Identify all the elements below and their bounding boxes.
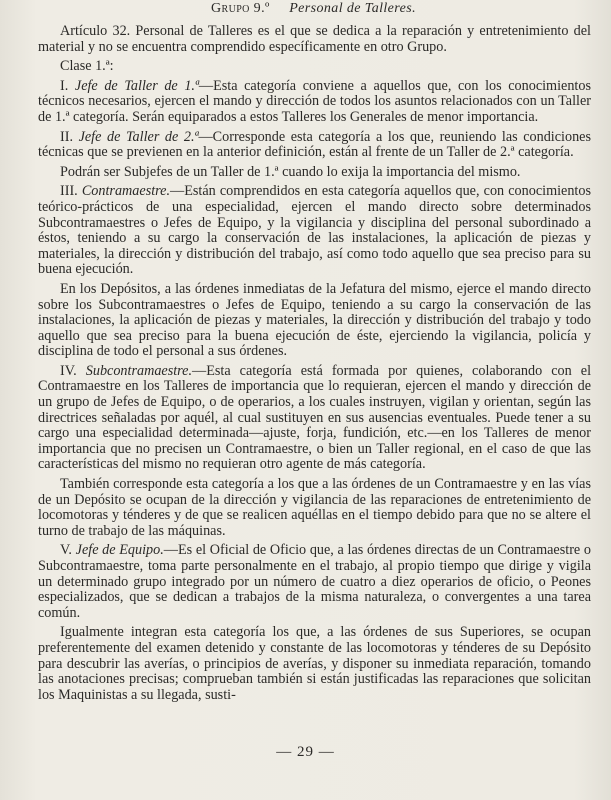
category-text: —Esta categoría conviene a aquellos que, con los conocimientos técnicos necesarios, ejercen el mando y dirección de todos los asuntos relacionados con un Taller de 1.ª categoría. Serán equiparados a estos Talleres los Generales de menor importancia. — [38, 77, 591, 125]
category-text: —Esta categoría está formada por quienes, colaborando con el Contramaestre en los Talleres de importancia que lo requieran, ejercen el mando y dirección de un grupo de Jefes de Equipo, o de operarios, a los cuales instruyen, vigilan y orientan, según las directrices señaladas por aquél, al cual sustituyen en sus ausencias eventuales. Puede tener a su cargo una especialidad determinada—ajuste, forja, fundición, etc.—en los Talleres de menor importancia que no precisen un Contramaestre, o bien un Taller regional, en el caso de que las características del mismo no requieran otro agente de más categoría. — [38, 362, 592, 473]
category-title: Subcontramaestre. — [85, 362, 193, 379]
page-number: — 29 — — [276, 744, 335, 760]
paragraph-subjefes: Podrán ser Subjefes de un Taller de 1.ª cuando lo exija la importancia del mismo. — [60, 163, 521, 180]
numeral: III. — [60, 183, 82, 200]
section-title: Personal de Talleres. — [289, 1, 416, 16]
group-label: Grupo 9.º — [211, 1, 270, 16]
paragraph-depositos: En los Depósitos, a las órdenes inmediatas de la Jefatura del mismo, ejerce el mando directo sobre los Subcontramaestres o Jefes de Equipo, teniendo a su cargo la conservación de las instalaciones, la aplicación de piezas y materiales, la dirección y distribución del trabajo y todo aquello que sea preciso para la buena ejecución de éste, ejerciendo la vigilancia, policía y disciplina de todo el personal a sus órdenes. — [38, 280, 591, 360]
paragraph-tambien: También corresponde esta categoría a los que a las órdenes de un Contramaestre y en las vías de un Depósito se ocupan de la dirección y vigilancia de las reparaciones de entretenimiento de locomotoras y ténderes y de que se realicen aquéllas en el tiempo debido para que no se altere el turno de trabajo de las máquinas. — [38, 476, 591, 539]
category-title: Contramaestre. — [81, 183, 170, 200]
article-body — [38, 24, 591, 703]
category-text: —Corresponde esta categoría a los que, reuniendo las condiciones técnicas que se previenen en la anterior definición, están al frente de un Taller de 2.ª categoría. — [38, 128, 591, 161]
numeral: I. — [60, 77, 75, 94]
numeral: II. — [60, 128, 79, 145]
paragraph-article-32: Artículo 32. Personal de Talleres es el que se dedica a la reparación y entretenimiento del material y no se encuentra comprendido específicamente en otro Grupo. — [38, 23, 591, 55]
category-title: Jefe de Taller de 2.ª — [78, 128, 199, 145]
paragraph-subcontramaestre — [38, 364, 591, 473]
page-header — [38, 0, 589, 19]
paragraph-clase: Clase 1.ª: — [60, 58, 114, 75]
numeral: V. — [60, 542, 76, 559]
numeral: IV. — [60, 362, 86, 379]
category-title: Jefe de Equipo. — [75, 542, 164, 559]
category-text: —Están comprendidos en esta categoría aquellos que, con conocimientos teórico-prácticos de una especialidad, ejercen el mando directo sobre determinados Subcontramaestres o Jefes de Equipo, y la vigilancia y disciplina del personal subordinado a éstos, teniendo a su cargo la conservación de las instalaciones, la aplicación de piezas y materiales, la dirección y distribución del trabajo, así como todo aquello que sea preciso para su buena ejecución. — [38, 183, 591, 278]
paragraph-jefe-taller-1 — [38, 79, 591, 126]
category-text: —Es el Oficial de Oficio que, a las órdenes directas de un Contramaestre o Subcontramaestre, toma parte personalmente en el trabajo, al propio tiempo que dirige y vigila un determinado grupo integrado por un número de cuatro a diez operarios de oficio, o Peones especializados, que se dedican a trabajos de la misma naturaleza, o convergentes a una tarea común. — [38, 542, 591, 621]
paragraph-jefe-taller-2 — [38, 130, 591, 161]
category-title: Jefe de Taller de 1.ª — [74, 77, 199, 94]
paragraph-contramaestre — [38, 184, 591, 278]
paragraph-jefe-equipo — [38, 543, 591, 621]
paragraph-igualmente: Igualmente integran esta categoría los que, a las órdenes de sus Superiores, se ocupan preferentemente del examen detenido y constante de las locomotoras y ténderes de su Depósito para descubrir las averías, o principios de averías, y disponer su inmediata reparación, tomando las anotaciones precisas; comprueban también si están justificadas las reparaciones que solicitan los Maquinistas a su llegada, susti- — [38, 624, 591, 703]
